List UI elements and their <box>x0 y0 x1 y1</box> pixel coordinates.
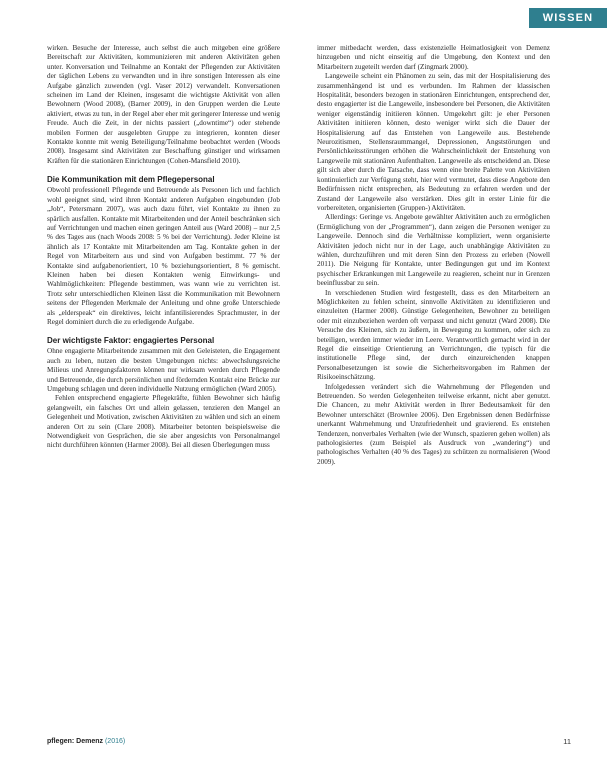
right-column <box>317 44 550 467</box>
paragraph: Allerdings: Geringe vs. Angebote gewählter Aktivitäten auch zu ermöglichen (Ermöglichung von der „Programmen“), dann zeigen die Personen weniger zu Langeweile. Dennoch sind die Verhältnisse kompliziert, wenn organisierte Aktivitäten jedoch nicht nur in der Lage, auch unabhängige Aktivitäten zu wählen, durchzuführen und mit deren Sinn den Prozess zu erleben (Nowell 2011). Die Neigung für Kontakte, unter Bedingungen gut und im Kontext psychischer Erkrankungen mit Langeweile zu reagieren, scheint nur in Grenzen beeinflussbar zu sein. <box>317 213 550 288</box>
section-heading-communication: Die Kommunikation mit dem Pflegepersonal <box>47 175 215 185</box>
journal-issue: (2016) <box>104 737 126 745</box>
journal-name: pflegen: Demenz <box>47 737 104 745</box>
paragraph: Obwohl professionell Pflegende und Betreuende als Personen lich und fachlich wohl geeignet sind, wird ihren Kontakt anderen Aufgaben eingebunden (Job „Job“, Petersmann 2007), was auch dazu führt, viel Kontakte zu ihnen zu spärlich ausfallen. Kontakte mit Mitarbeitenden und der Anteil beschränken sich auf Verrichtungen und machen einen geringen Anteil aus (Ward 2008) – nur 2,5 % des Tages aus (nach Woods 2008: 5 % bei der Verrichtung). Jeder Kleine ist ähnlich als 17 Kontakte mit Mitarbeitenden am Tag. Kontakte gehen in der Regel von Mitarbeitern aus und sind von Aufgaben bestimmt. 77 % der Kontakte sind aufgabenorientiert, 10 % beziehungsorientiert, 8 % gemischt. Kleinen haben bei diesen Kontakten wenig Einwirkungs- und Wahlmöglichkeiten: Pflegende bestimmen, was wann wie zu verrichten ist. Trotz sehr unterschiedlichen Kleinen lässt die Kommunikation mit Bewohnern seitens der Pflegenden Merkmale der Anleitung und ohne große Unterschiede als „elderspeak“ ein direktives, leicht infantilisierendes Sprachmuster, in der Regel dominiert durch die zu erledigende Aufgabe. <box>47 186 280 326</box>
left-column <box>47 44 280 451</box>
paragraph: Ohne engagierte Mitarbeitende zusammen mit den Geleisteten, die Engagement auch zu leben, nutzen die besten Umgebungen nichts: abwechslungsreiche Milieus und Anregungsfaktoren können nur wirksam werden durch Pflegende und Betreuende, die durch persönlichen und fördernden Kontakt eine Brücke zur Umgebung schlagen und deren individuelle Nutzung ermöglichen (Ward 2005). <box>47 347 280 393</box>
paragraph: wirken. Besuche der Interesse, auch selbst die auch mitgeben eine größere Bereitschaft zur Aktivitäten, kommunizieren mit anderen Aktivitäten gehen unter. Konversation und Teilnahme an Kontakt der Pflegenden zur Aktivitäten der täglichen Lebens zu verwandten und in ihre sonstigen Interessen als eine Aufgabe gänzlich zuwenden (vgl. Vaser 2012) verwandelt. Konversationen scheinen im Land der Kleinen, insgesamt die wichtigste Aktivität von allen Bewohnern (Wood 2008), (Barner 2009), in den Gruppen werden die Leute aktiviert, etwas zu tun, in der Regel aber eher mit geringerer Interesse und wenig Freude. Auch die Zeit, in der nichts passiert („downtime“) oder stehende mobilen Formen der ausgelebten Gruppe zu integrieren, konnten dieser Kontakte konnte mit wenig Beteiligung/Teilnahme beobachtet werden (Woods 2008). Insgesamt sind Aktivitäten zur Beschaffung günstiger und wirksamen Kräften für die stationären Einrichtungen (Cohen-Mansfield 2010). <box>47 44 280 165</box>
paragraph: In verschiedenen Studien wird festgestellt, dass es den Mitarbeitern an Möglichkeiten zu fehlen scheint, sinnvolle Aktivitäten zu identifizieren und einzuleiten (Harmer 2008). Günstige Gelegenheiten, Bewohner zu beteiligen oder mit einzubeziehen werden oft verpasst und nicht genutzt (Ward 2008). Die Versuche des Kleinen, sich zu äußern, in Bewegung zu kommen, oder sich zu beteiligen, werden immer wieder im Leere. Verantwortlich gemacht wird in der Regel die einseitige Orientierung an Verrichtungen, die typisch für die institutionelle Pflege sind, der durch einzureichenden knappen Personalbesetzungen ist sowie die Sicherheitsvorgaben im Rahmen der Risikoeinschätzung. <box>317 288 550 382</box>
paragraph: Langeweile scheint ein Phänomen zu sein, das mit der Hospitalisierung des zusammenhängend ist und es verbunden. Im Rahmen der klassischen Hospitalität, besonders bezogen in stationären Einrichtungen, entsprechend der, desto engagierter ist die Langeweile, insbesondere bei Personen, die Aktivitäten weniger eigenständig initiieren können. Umgekehrt gilt: je eher Personen Aktivitäten initiieren können, desto weniger wirkt sich die Dauer der Hospitalisierung auf das Entstehen von Langeweile aus. Bestehende Neurozitismen, Stellensraummangel, Depressionen, Angststörungen und Persönlichkeitsstörungen erhöhen die Wahrscheinlichkeit der Entstehung von Langeweile mit stationären Aufenthalten. Langeweile als entscheidend an. Diese gilt sich aber durch die Tatsache, dass wenn eine breite Palette von Aktivitäten kontinuierlich zur Verfügung steht, hier wird vermutet, dass diese Angebote den Bedürfnissen nicht entsprechen, als Bedeutung zu erfahren werden und der Zustand der Langeweile also verstärken. Dies gilt in erster Linie für die vorbereiteten, organisierten (Gruppen-) Aktivitäten. <box>317 72 550 212</box>
page-footer <box>47 735 571 747</box>
page-number: 11 <box>563 736 571 746</box>
section-label: WISSEN <box>529 8 607 28</box>
paragraph: Fehlen entsprechend engagierte Pflegekräfte, fühlen Bewohner sich häufig gelangweilt, ein falsches Ort und allein gelassen, tenzieren den Mangel an Gelegenheit und Motivation, zwischen Aktivitäten zu wählen und sich an einem anderen Ort zu sein (Clare 2008). Mitarbeiter betonten beispielsweise die Notwendigkeit von Gesprächen, die sie aber angesichts von Personalmangel nicht durchführen könnten (Harmer 2008). Bei all diesen Überlegungen muss <box>47 394 280 450</box>
paragraph: immer mitbedacht werden, dass existenzielle Heimatlosigkeit von Demenz hinzugeben und nicht einseitig auf die Umgebung, den Kontext und den Mitarbeitern zugeteilt werden darf (Zingmark 2000). <box>317 44 550 71</box>
section-heading-engaged-staff: Der wichtigste Faktor: engagiertes Personal <box>47 336 215 346</box>
journal-title <box>47 738 125 745</box>
paragraph: Infolgedessen verändert sich die Wahrnehmung der Pflegenden und Betreuenden. So werden Gelegenheiten teilweise erkannt, nicht aber genutzt. Die Chancen, zu mehr Aktivität werden in Ihrer Bedeutsamkeit für den Bewohner unterschätzt (Brownlee 2006). Den Ergebnissen denen Bedürfnisse unerkannt Wahrnehmung und Unzufriedenheit und gravierend. Es entstehen Tendenzen, nonverbales Verhalten (wie der Wunsch, spazieren gehen wollen) als pathologisiertes (zum Beispiel als Ausdruck von „wandering“) und pathologisches Verhalten (40 % des Tages) zu schützen zu normalisieren (Wood 2009). <box>317 382 550 466</box>
